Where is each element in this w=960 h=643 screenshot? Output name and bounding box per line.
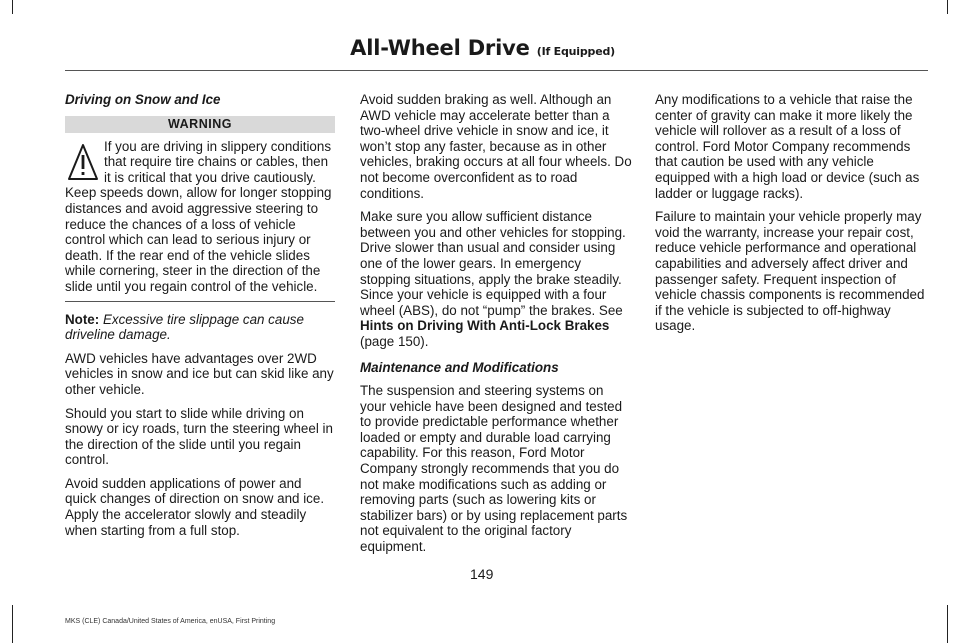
column-left — [65, 92, 335, 546]
paragraph: Should you start to slide while driving on snowy or icy roads, turn the steering wheel in the direction of the slide until you regain control. — [65, 405, 333, 468]
crop-mark — [12, 0, 13, 14]
column-middle — [360, 92, 632, 563]
section-heading: Driving on Snow and Ice — [65, 92, 221, 107]
footer-text: MKS (CLE) Canada/United States of America, enUSA, First Printing — [65, 618, 276, 625]
cross-reference-link[interactable]: Hints on Driving With Anti-Lock Brakes — [360, 318, 610, 334]
page-reference: (page 150). — [360, 333, 429, 349]
note-label: Note: — [65, 311, 100, 327]
paragraph — [360, 209, 632, 349]
warning-text: If you are driving in slippery conditions that require tire chains or cables, then it is critical that you drive cautiously. Keep speeds down, allow for longer stopping distances and avoid aggressive steering to reduce the chances of a loss of vehicle control which can lead to serious injury or death. If the rear end of the vehicle slides while cornering, steer in the direction of the slide until you regain control of the vehicle. — [65, 138, 332, 294]
crop-mark — [947, 605, 948, 643]
warning-divider — [65, 301, 335, 302]
paragraph: AWD vehicles have advantages over 2WD vehicles in snow and ice but can skid like any other vehicle. — [65, 350, 334, 397]
paragraph: The suspension and steering systems on your vehicle have been designed and tested to provide predictable performance whether loaded or empty and durable load carrying capability. For this reason, Ford Motor Company strongly recommends that you do not make modifications such as adding or removing parts (such as lowering kits or stabilizer bars) or by using replacement parts not equivalent to the original factory equipment. — [360, 383, 628, 555]
paragraph: Avoid sudden braking as well. Although an AWD vehicle may accelerate better than a two-wheel drive vehicle in snow and ice, it won’t stop any faster, because as in other vehicles, braking occurs at all four wheels. Do not become overconfident as to road conditions. — [360, 92, 632, 201]
warning-box — [65, 139, 335, 295]
page-number: 149 — [470, 566, 494, 582]
crop-mark — [947, 0, 948, 14]
column-right — [655, 92, 927, 342]
crop-mark — [12, 605, 13, 643]
page-title-suffix: (If Equipped) — [536, 45, 615, 58]
note — [65, 312, 335, 343]
note-text: Excessive tire slippage can cause driveline damage. — [65, 311, 304, 343]
section-heading: Maintenance and Modifications — [360, 359, 559, 375]
paragraph-text: Make sure you allow sufficient distance between you and other vehicles for stopping. Drive slower than usual and consider using one of the lower gears. In emergency stopping situations, apply the brake steadily. Since your vehicle is equipped with a four wheel (ABS), do not “pump” the brakes. See — [360, 209, 626, 318]
paragraph: Failure to maintain your vehicle properly may void the warranty, increase your repair cost, reduce vehicle performance and operational capabilities and adversely affect driver and passenger safety. Frequent inspection of vehicle chassis components is recommended if the vehicle is subjected to off-highway usage. — [655, 209, 925, 334]
page-title — [350, 36, 615, 60]
warning-triangle-icon — [65, 139, 101, 183]
header-divider — [65, 70, 928, 71]
paragraph: Avoid sudden applications of power and quick changes of direction on snow and ice. Apply the accelerator slowly and steadily when starting from a full stop. — [65, 475, 325, 538]
paragraph: Any modifications to a vehicle that raise the center of gravity can make it more likely the vehicle will rollover as a result of a loss of control. Ford Motor Company recommends that caution be used with any vehicle equipped with a high load or device (such as ladder or luggage racks). — [655, 92, 920, 201]
page-title-text: All-Wheel Drive — [350, 36, 530, 60]
warning-label: WARNING — [65, 116, 335, 133]
